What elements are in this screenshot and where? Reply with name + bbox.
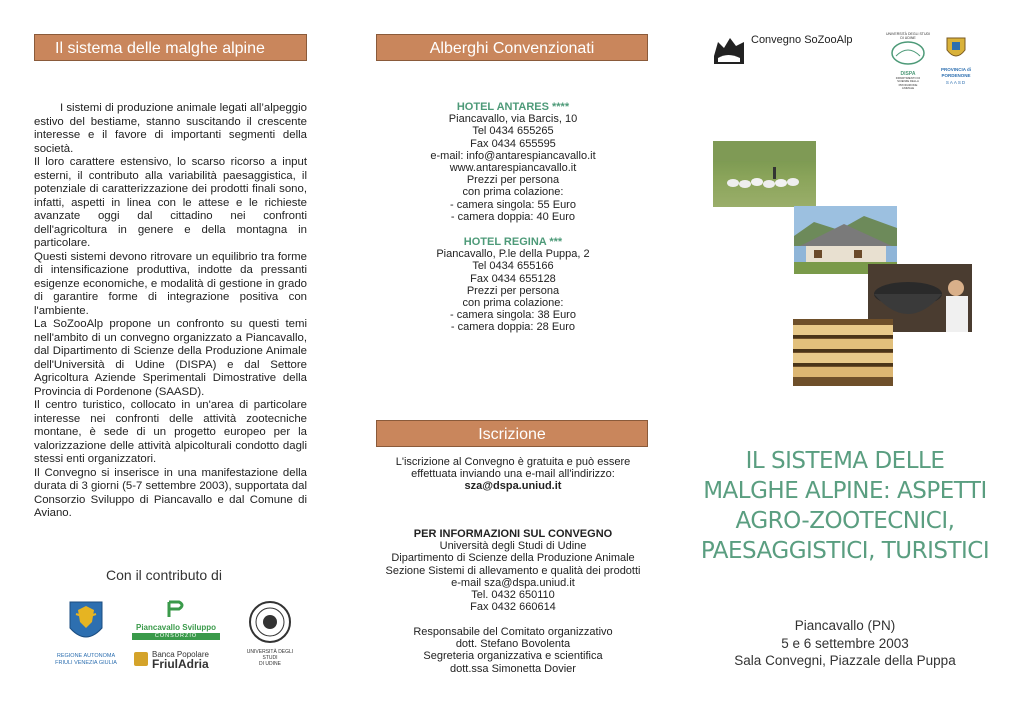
hotel-line: - camera doppia: 40 Euro (450, 210, 576, 223)
eagle-shield-icon (46, 598, 126, 648)
event-headline (700, 446, 990, 566)
committee-line: Responsabile del Comitato organizzativo (413, 626, 613, 638)
university-seal-icon (248, 600, 292, 644)
hotel-line: - camera singola: 38 Euro (450, 309, 576, 322)
hotel-regina (376, 236, 650, 334)
iscrizione-line: L'iscrizione al Convegno è gratuita e può essere (395, 456, 631, 468)
dispa-line: ANIMALE (901, 85, 915, 90)
convegno-label: Convegno SoZooAlp (751, 34, 853, 46)
intro-paragraph: I sistemi di produzione animale legati all’alpeggio estivo del bestiame, stanno suscitando il crescente interesse e il favore di importanti segmenti della società. (34, 102, 307, 155)
banca-friuladria-logo (134, 650, 224, 672)
banca-top: Banca Popolare (152, 650, 209, 659)
piancavallo-sviluppo-logo (132, 600, 220, 638)
intro-paragraph: La SoZooAlp propone un confronto su questi temi nell'ambito di un convegno organizzato a Piancavallo, dal Dipartimento di Scienze della Produzione Animale dell'Università di Udine (DISPA) e dal Settore Agricoltura Aziende Sperimentali Dimostrative della Provincia di Pordenone (SAASD). (34, 318, 307, 398)
hotel-line: - camera singola: 55 Euro (450, 198, 576, 211)
headline-line: MALGHE ALPINE: ASPETTI (703, 478, 987, 504)
iscrizione-email: sza@dspa.uniud.it (464, 480, 562, 493)
provincia-line: PORDENONE (941, 72, 971, 78)
intro-text (34, 102, 307, 521)
dispa-line: SCIENZE DELLA (897, 79, 919, 84)
committee-line: dott. Stefano Bovolenta (455, 638, 571, 651)
intro-paragraph: Il centro turistico, collocato in un'area di particolare interesse nei confronti delle attività zootecniche montane, è sede di un progetto europeo per la valorizzazione delle attività alpicolturali condotto dagli stessi enti organizzatori. (34, 399, 307, 465)
hotel-line: Fax 0434 655595 (470, 137, 556, 150)
hotel-name: HOTEL ANTARES **** (456, 101, 570, 113)
regione-fvg-logo (46, 598, 126, 670)
event-line: Piancavallo (PN) (794, 618, 896, 633)
intro-paragraph: Il loro carattere estensivo, lo scarso ricorso a input esterni, il contributo alla variabilità paesaggistica, il potenziale di caratterizzazione dei prodotti finali sono, infatti, aspetti in linea con le attese e le richieste avanzate oggi dal cittadino nei confronti dell'agricoltura in genere e della montagna in particolare. (34, 156, 307, 249)
dispa-line: DI UDINE (900, 36, 916, 40)
section-header-iscrizione (376, 420, 648, 447)
hotel-line: Piancavallo, via Barcis, 10 (448, 113, 578, 126)
iscrizione-line: effettuata inviando una e-mail all'indirizzo: (411, 468, 615, 481)
info-line: Università degli Studi di Udine (439, 540, 587, 553)
dispa-name: DISPA (900, 71, 916, 77)
hotel-line: Prezzi per persona (466, 284, 560, 297)
piancavallo-sub: CONSORZIO (132, 633, 220, 640)
cheese-wheels-icon (793, 319, 893, 386)
provincia-line: PROVINCIA di (940, 67, 972, 72)
info-line: Sezione Sistemi di allevamento e qualità dei prodotti (385, 564, 641, 577)
coat-of-arms-icon (945, 34, 967, 62)
committee-line: Segreteria organizzativa e scientifica (423, 650, 603, 663)
contributors-title: Con il contributo di (106, 567, 222, 583)
hotel-line: e-mail: info@antarespiancavallo.it (430, 149, 596, 162)
info-line: Tel. 0432 650110 (471, 589, 555, 602)
dispa-line: PRODUZIONE (898, 82, 918, 87)
iscrizione-text (376, 456, 650, 493)
headline-line: IL SISTEMA DELLE (745, 448, 945, 474)
dispa-logo (886, 32, 930, 92)
dispa-emblem-icon (890, 40, 926, 66)
regione-line: REGIONE AUTONOMA (56, 653, 116, 659)
hotel-line: Tel 0434 655166 (472, 260, 554, 273)
sozooalp-logo (712, 34, 746, 66)
event-line: Sala Convegni, Piazzale della Puppa (734, 653, 956, 668)
universita-line: DI UDINE (259, 661, 281, 667)
section-header-label: Alberghi Convenzionati (429, 40, 595, 57)
hotel-line: con prima colazione: (462, 186, 564, 199)
hotel-line: Piancavallo, P.le della Puppa, 2 (436, 248, 590, 261)
headline-line: PAESAGGISTICI, TURISTICI (700, 538, 990, 564)
section-header-alberghi (376, 34, 648, 61)
banca-bottom: FriulAdria (152, 657, 209, 671)
universita-udine-logo (240, 600, 300, 670)
hotel-line: Tel 0434 655265 (472, 125, 554, 138)
dispa-line: UNIVERSITÀ DEGLI STUDI (886, 32, 930, 36)
hotel-line: Fax 0434 655128 (470, 272, 556, 285)
provincia-pordenone-logo (938, 34, 974, 92)
p-symbol-icon (161, 600, 191, 618)
info-line: e-mail sza@dspa.uniud.it (451, 576, 575, 589)
info-line: Dipartimento di Scienze della Produzione Animale (391, 552, 635, 565)
event-details (700, 617, 990, 670)
sheep-herd-icon (713, 141, 816, 207)
info-title: PER INFORMAZIONI SUL CONVEGNO (413, 528, 613, 540)
info-line: Fax 0432 660614 (470, 601, 556, 614)
cow-silhouette-icon (712, 34, 746, 66)
banca-mark-icon (134, 652, 148, 666)
hotel-line: www.antarespiancavallo.it (449, 162, 577, 175)
saasd-label: SAASD (945, 80, 967, 85)
hotel-antares (376, 101, 650, 223)
intro-paragraph: Il Convegno si inserisce in una manifestazione della durata di 3 giorni (5-7 settembre 2003), supportata dal Consorzio Sviluppo di Piancavallo e dal Comune di Aviano. (34, 466, 307, 519)
event-line: 5 e 6 settembre 2003 (781, 635, 909, 651)
cheese-shelves-photo (793, 319, 893, 386)
dispa-line: DIPARTIMENTO DI (895, 76, 921, 80)
info-block (376, 528, 650, 613)
section-header-malghe (34, 34, 307, 61)
hotel-line: - camera doppia: 28 Euro (450, 321, 576, 334)
universita-line: UNIVERSITÀ DEGLI STUDI (246, 649, 294, 661)
hotel-name: HOTEL REGINA *** (463, 236, 563, 248)
section-header-label: Il sistema delle malghe alpine (55, 40, 265, 57)
hotel-line: con prima colazione: (462, 297, 564, 310)
intro-paragraph: Questi sistemi devono ritrovare un equilibrio tra forme di intensificazione produttiva, indotte da pressanti esigenze economiche, e modalità di gestione in grado di garantire forme di integrazione positiva con l'ambiente. (34, 250, 307, 317)
hotel-line: Prezzi per persona (466, 174, 560, 187)
committee-block (376, 626, 650, 675)
piancavallo-name: Piancavallo Sviluppo (135, 623, 217, 632)
committee-line: dott.ssa Simonetta Dovier (450, 662, 576, 675)
headline-line: AGRO-ZOOTECNICI, (735, 508, 955, 534)
section-header-label: Iscrizione (478, 426, 546, 443)
sheep-pasture-photo (713, 141, 816, 207)
regione-line: FRIULI VENEZIA GIULIA (55, 660, 117, 666)
